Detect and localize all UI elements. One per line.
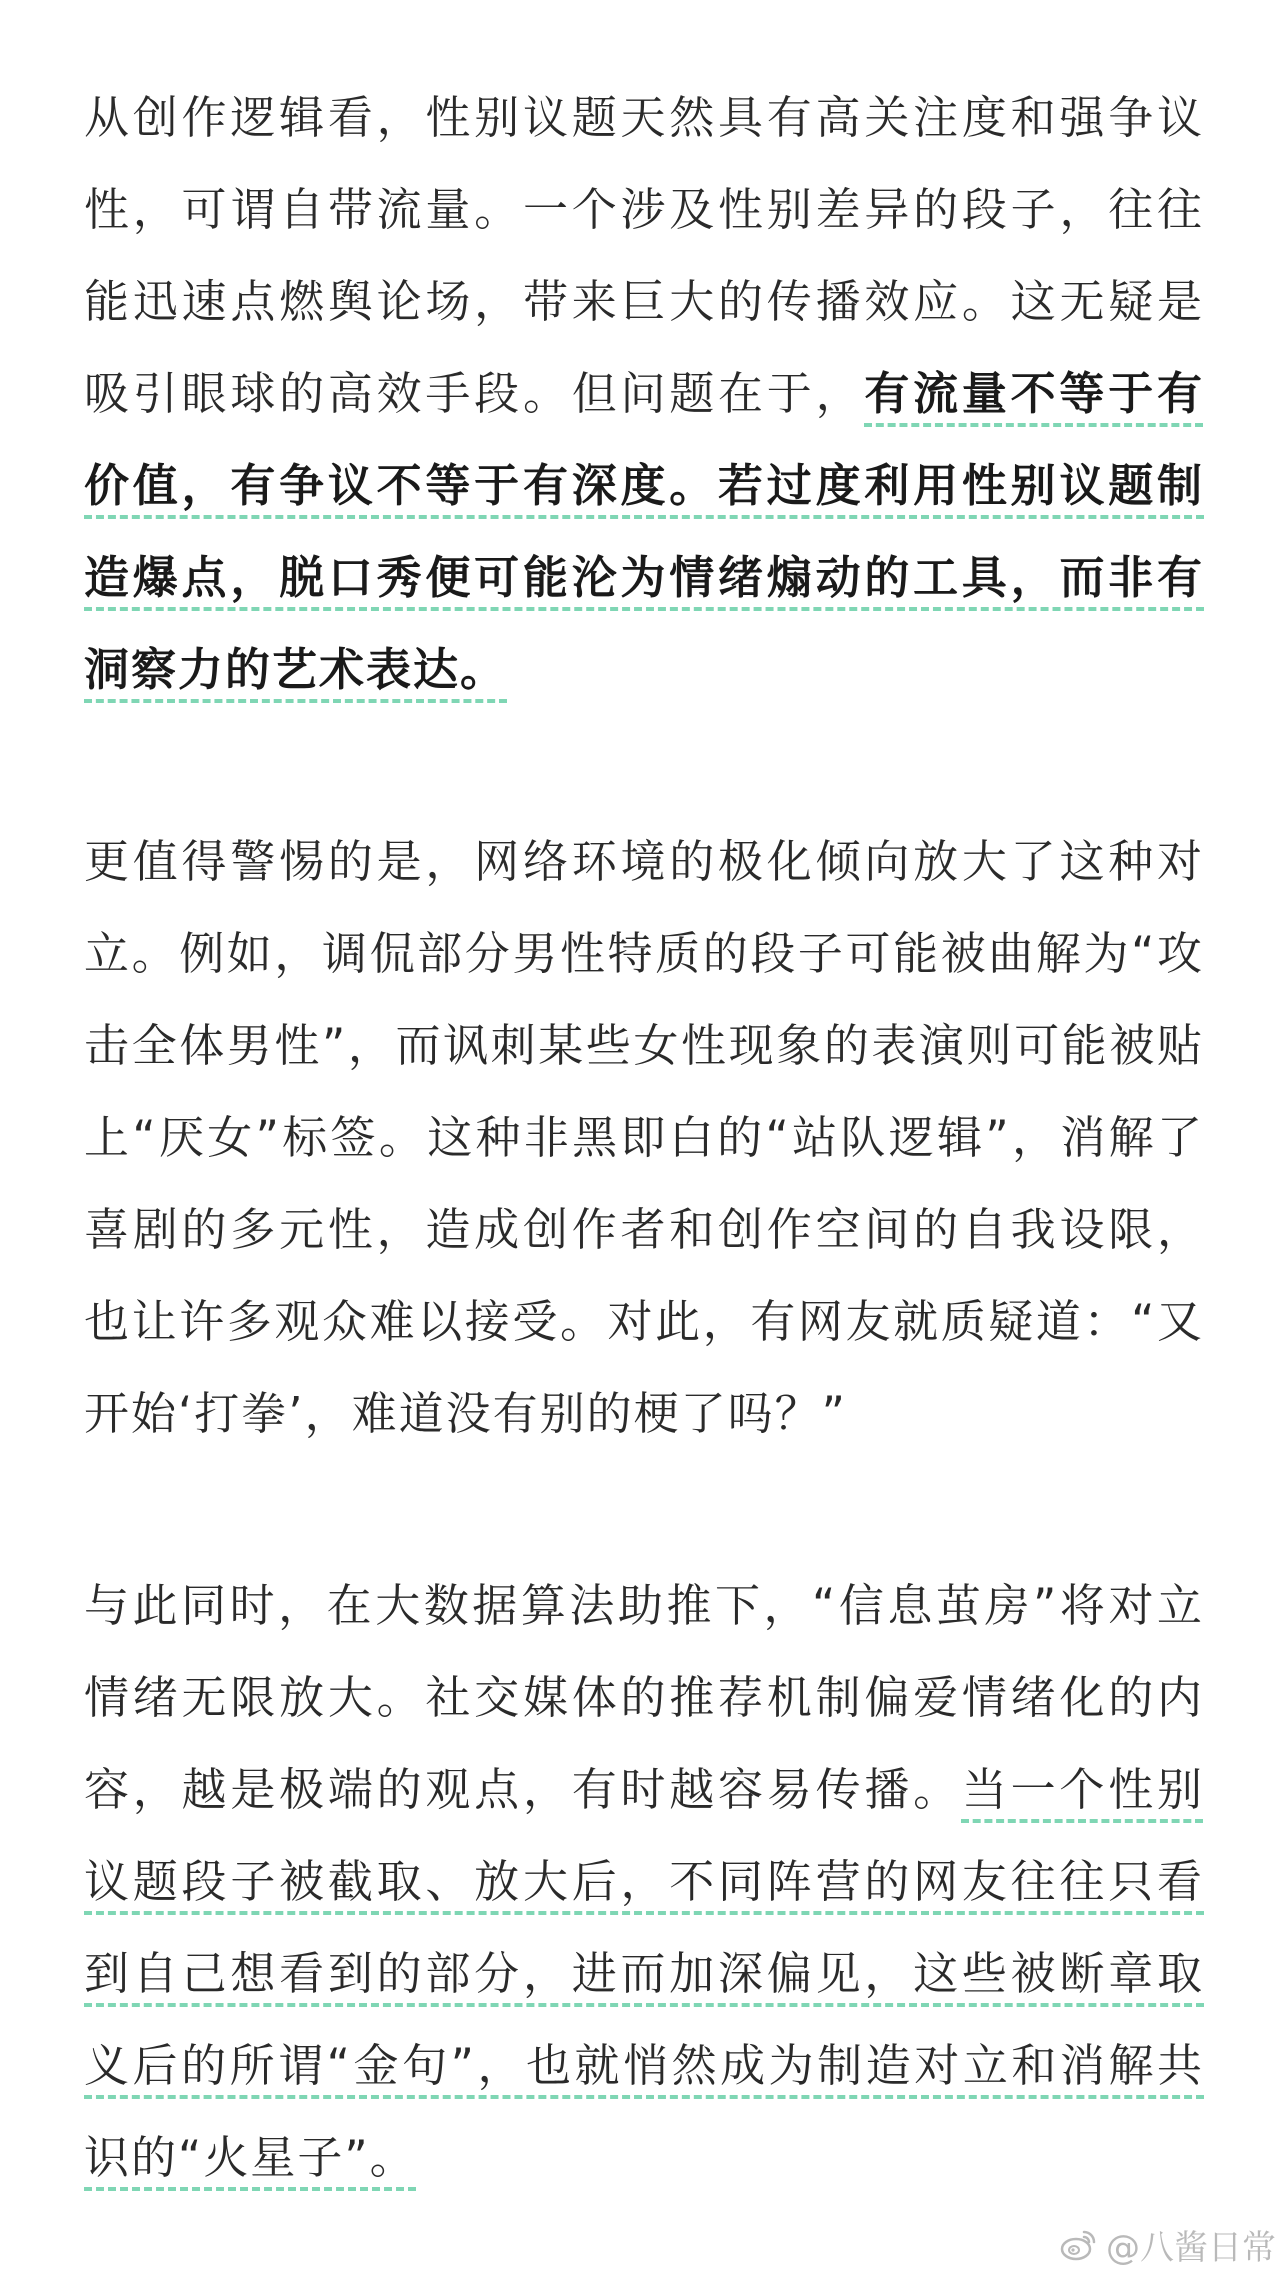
paragraph-1	[84, 72, 1204, 716]
paragraph-3-text: 与此同时，在大数据算法助推下，“信息茧房”将对立情绪无限放大。社交媒体的推荐机制偏爱情绪化的内容，越是极端的观点，有时越容易传播。	[84, 1579, 1204, 1816]
paragraph-3	[84, 1560, 1204, 2204]
paragraph-2-text: 更值得警惕的是，网络环境的极化倾向放大了这种对立。例如，调侃部分男性特质的段子可能被曲解为“攻击全体男性”，而讽刺某些女性现象的表演则可能被贴上“厌女”标签。这种非黑即白的“站队逻辑”，消解了喜剧的多元性，造成创作者和创作空间的自我设限，也让许多观众难以接受。对此，有网友就质疑道：“又开始‘打拳’，难道没有别的梗了吗？”	[84, 835, 1204, 1440]
paragraph-2	[84, 816, 1204, 1460]
article-body	[84, 72, 1204, 2204]
watermark-text: @八酱日常	[1106, 2228, 1276, 2268]
paragraph-1-text: 从创作逻辑看，性别议题天然具有高关注度和强争议性，可谓自带流量。一个涉及性别差异的段子，往往能迅速点燃舆论场，带来巨大的传播效应。这无疑是吸引眼球的高效手段。但问题在于，	[84, 91, 1204, 420]
paragraph-1-highlighted-text: 有流量不等于有价值，有争议不等于有深度。若过度利用性别议题制造爆点，脱口秀便可能沦为情绪煽动的工具，而非有洞察力的艺术表达。	[84, 367, 1204, 696]
weibo-icon	[1060, 2228, 1098, 2262]
weibo-watermark	[1060, 2220, 1276, 2269]
paragraph-3-highlighted-text: 当一个性别议题段子被截取、放大后，不同阵营的网友往往只看到自己想看到的部分，进而加深偏见，这些被断章取义后的所谓“金句”，也就悄然成为制造对立和消解共识的“火星子”。	[84, 1763, 1204, 2184]
